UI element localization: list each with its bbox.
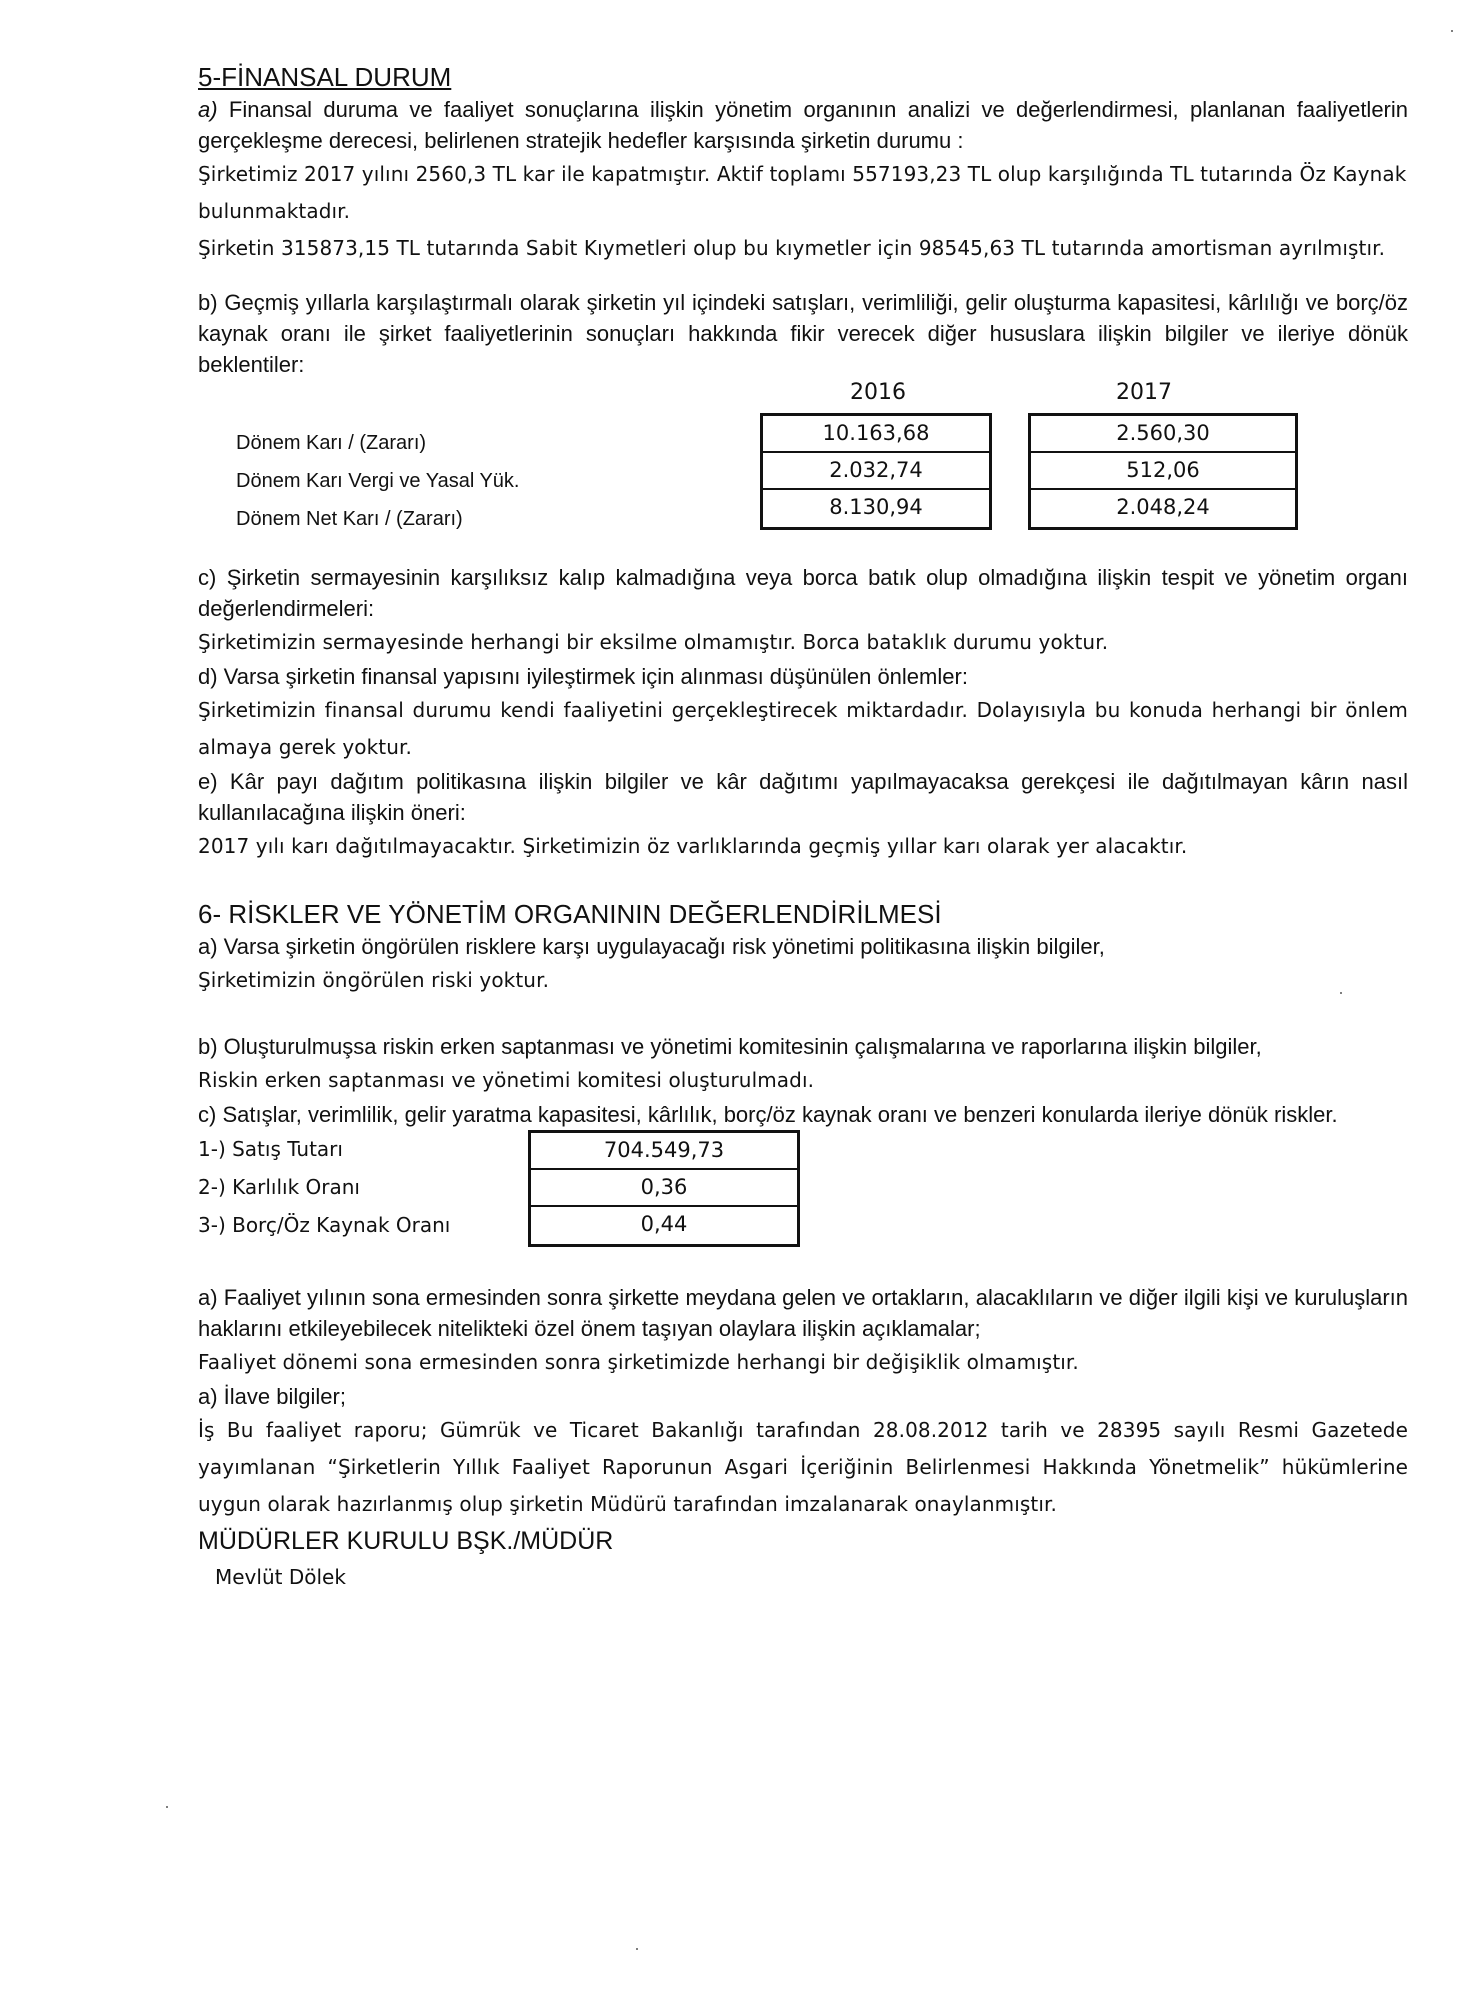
scan-speck (636, 1948, 638, 1950)
section5-d-question: d) Varsa şirketin finansal yapısını iyileştirmek için alınması düşünülen önlemler: (198, 664, 968, 689)
section5-a-question: a) Finansal duruma ve faaliyet sonuçlarına ilişkin yönetim organının analizi ve değerlendirmesi, planlanan faaliyetlerin gerçekleşme derecesi, belirlenen stratejik hedefler karşısında şirketin durumu : (198, 97, 1409, 153)
year-header-2017: 2017 (1116, 380, 1172, 405)
value-2017: 512,06 (1031, 453, 1295, 490)
risk-value: 0,44 (640, 1212, 688, 1236)
risk-label: 3-) Borç/Öz Kaynak Oranı (198, 1213, 451, 1237)
signature-name: Mevlüt Dölek (215, 1565, 346, 1589)
row-label: Dönem Karı Vergi ve Yasal Yük. (236, 470, 520, 492)
section5-d-answer: Şirketimizin finansal durumu kendi faaliyetini gerçekleştirecek miktardadır. Dolayısıyla bu konuda herhangi bir önlem almaya gerek yoktur. (198, 698, 1408, 759)
year-header-2016: 2016 (850, 380, 906, 405)
section6-a2-question: a) Faaliyet yılının sona ermesinden sonra şirkette meydana gelen ve ortakların, alacaklıların ve diğer ilgili kişi ve kuruluşların haklarını etkileyebilecek nitelikteki özel önem taşıyan olaylara ilişkin açıklamalar; (198, 1285, 1408, 1341)
scan-speck (166, 1806, 168, 1808)
value-2016: 2.032,74 (763, 453, 989, 490)
section5-title: 5-FİNANSAL DURUM (198, 62, 452, 92)
a-label: a) (198, 97, 218, 122)
section6-b-question: b) Oluşturulmuşsa riskin erken saptanması ve yönetimi komitesinin çalışmalarına ve raporlarına ilişkin bilgiler, (198, 1034, 1262, 1059)
value-2016: 8.130,94 (829, 495, 923, 519)
section5-b-question: b) Geçmiş yıllarla karşılaştırmalı olarak şirketin yıl içindeki satışları, verimliliği, gelir oluşturma kapasitesi, kârlılığı ve borç/öz kaynak oranı ile şirket faaliyetlerinin sonuçları hakkında fikir verecek diğer hususlara ilişkin bilgiler ve ileriye dönük beklentiler: (198, 290, 1408, 377)
section5-e-question: e) Kâr payı dağıtım politikasına ilişkin bilgiler ve kâr dağıtımı yapılmayacaksa gerekçesi ile dağıtılmayan kârın nasıl kullanılacağına ilişkin öneri: (198, 769, 1408, 825)
risk-value: 704.549,73 (531, 1133, 797, 1170)
section5-a-answer1: Şirketimiz 2017 yılını 2560,3 TL kar ile kapatmıştır. Aktif toplamı 557193,23 TL olup karşılığında TL tutarında Öz Kaynak bulunmaktadır. (198, 162, 1407, 223)
section6-a2-answer: Faaliyet dönemi sona ermesinden sonra şirketimizde herhangi bir değişiklik olmamıştır. (198, 1350, 1079, 1374)
section5-a-answer2: Şirketin 315873,15 TL tutarında Sabit Kıymetleri olup bu kıymetler için 98545,63 TL tutarında amortisman ayrılmıştır. (198, 236, 1386, 260)
row-label: Dönem Net Karı / (Zararı) (236, 508, 463, 530)
financial-table (198, 380, 1408, 530)
section6-a-question: a) Varsa şirketin öngörülen risklere karşı uygulayacağı risk yönetimi politikasına ilişkin bilgiler, (198, 934, 1105, 959)
risk-table (198, 1130, 1408, 1250)
column-2017 (1028, 413, 1298, 530)
section6-a-answer: Şirketimizin öngörülen riski yoktur. (198, 968, 550, 992)
risk-value: 0,36 (531, 1170, 797, 1207)
section6-a3-answer: İş Bu faaliyet raporu; Gümrük ve Ticaret Bakanlığı tarafından 28.08.2012 tarih ve 28395 sayılı Resmi Gazetede yayımlanan “Şirketlerin Yıllık Faaliyet Raporunun Asgari İçeriğinin Belirlenmesi Hakkında Yönetmelik” hükümlerine uygun olarak hazırlanmış olup şirketin Müdürü tarafından imzalanarak onaylanmıştır. (198, 1418, 1408, 1516)
section5-c-answer: Şirketimizin sermayesinde herhangi bir eksilme olmamıştır. Borca bataklık durumu yoktur. (198, 630, 1109, 654)
section6-b-answer: Riskin erken saptanması ve yönetimi komitesi oluşturulmadı. (198, 1068, 815, 1092)
value-2017: 2.560,30 (1031, 416, 1295, 453)
scan-speck (1340, 992, 1342, 994)
value-2017: 2.048,24 (1116, 495, 1210, 519)
section6-a3-question: a) İlave bilgiler; (198, 1384, 346, 1409)
section6-title: 6- RİSKLER VE YÖNETİM ORGANININ DEĞERLENDİRİLMESİ (198, 899, 942, 929)
scan-speck (1451, 30, 1453, 32)
section6-c-question: c) Satışlar, verimlilik, gelir yaratma kapasitesi, kârlılık, borç/öz kaynak oranı ve benzeri konularda ileriye dönük riskler. (198, 1102, 1338, 1127)
risk-label: 1-) Satış Tutarı (198, 1137, 343, 1161)
risk-label: 2-) Karlılık Oranı (198, 1175, 360, 1199)
column-2016 (760, 413, 992, 530)
section5-c-question: c) Şirketin sermayesinin karşılıksız kalıp kalmadığına veya borca batık olup olmadığına ilişkin tespit ve yönetim organı değerlendirmeleri: (198, 565, 1408, 621)
financial-row-labels (236, 424, 520, 538)
row-label: Dönem Karı / (Zararı) (236, 432, 427, 454)
risk-values (528, 1130, 800, 1247)
risk-row-labels (198, 1130, 450, 1244)
signature-title: MÜDÜRLER KURULU BŞK./MÜDÜR (198, 1527, 614, 1555)
section5-e-answer: 2017 yılı karı dağıtılmayacaktır. Şirketimizin öz varlıklarında geçmiş yıllar karı olarak yer alacaktır. (198, 834, 1188, 858)
document-page (198, 60, 1408, 1595)
value-2016: 10.163,68 (763, 416, 989, 453)
